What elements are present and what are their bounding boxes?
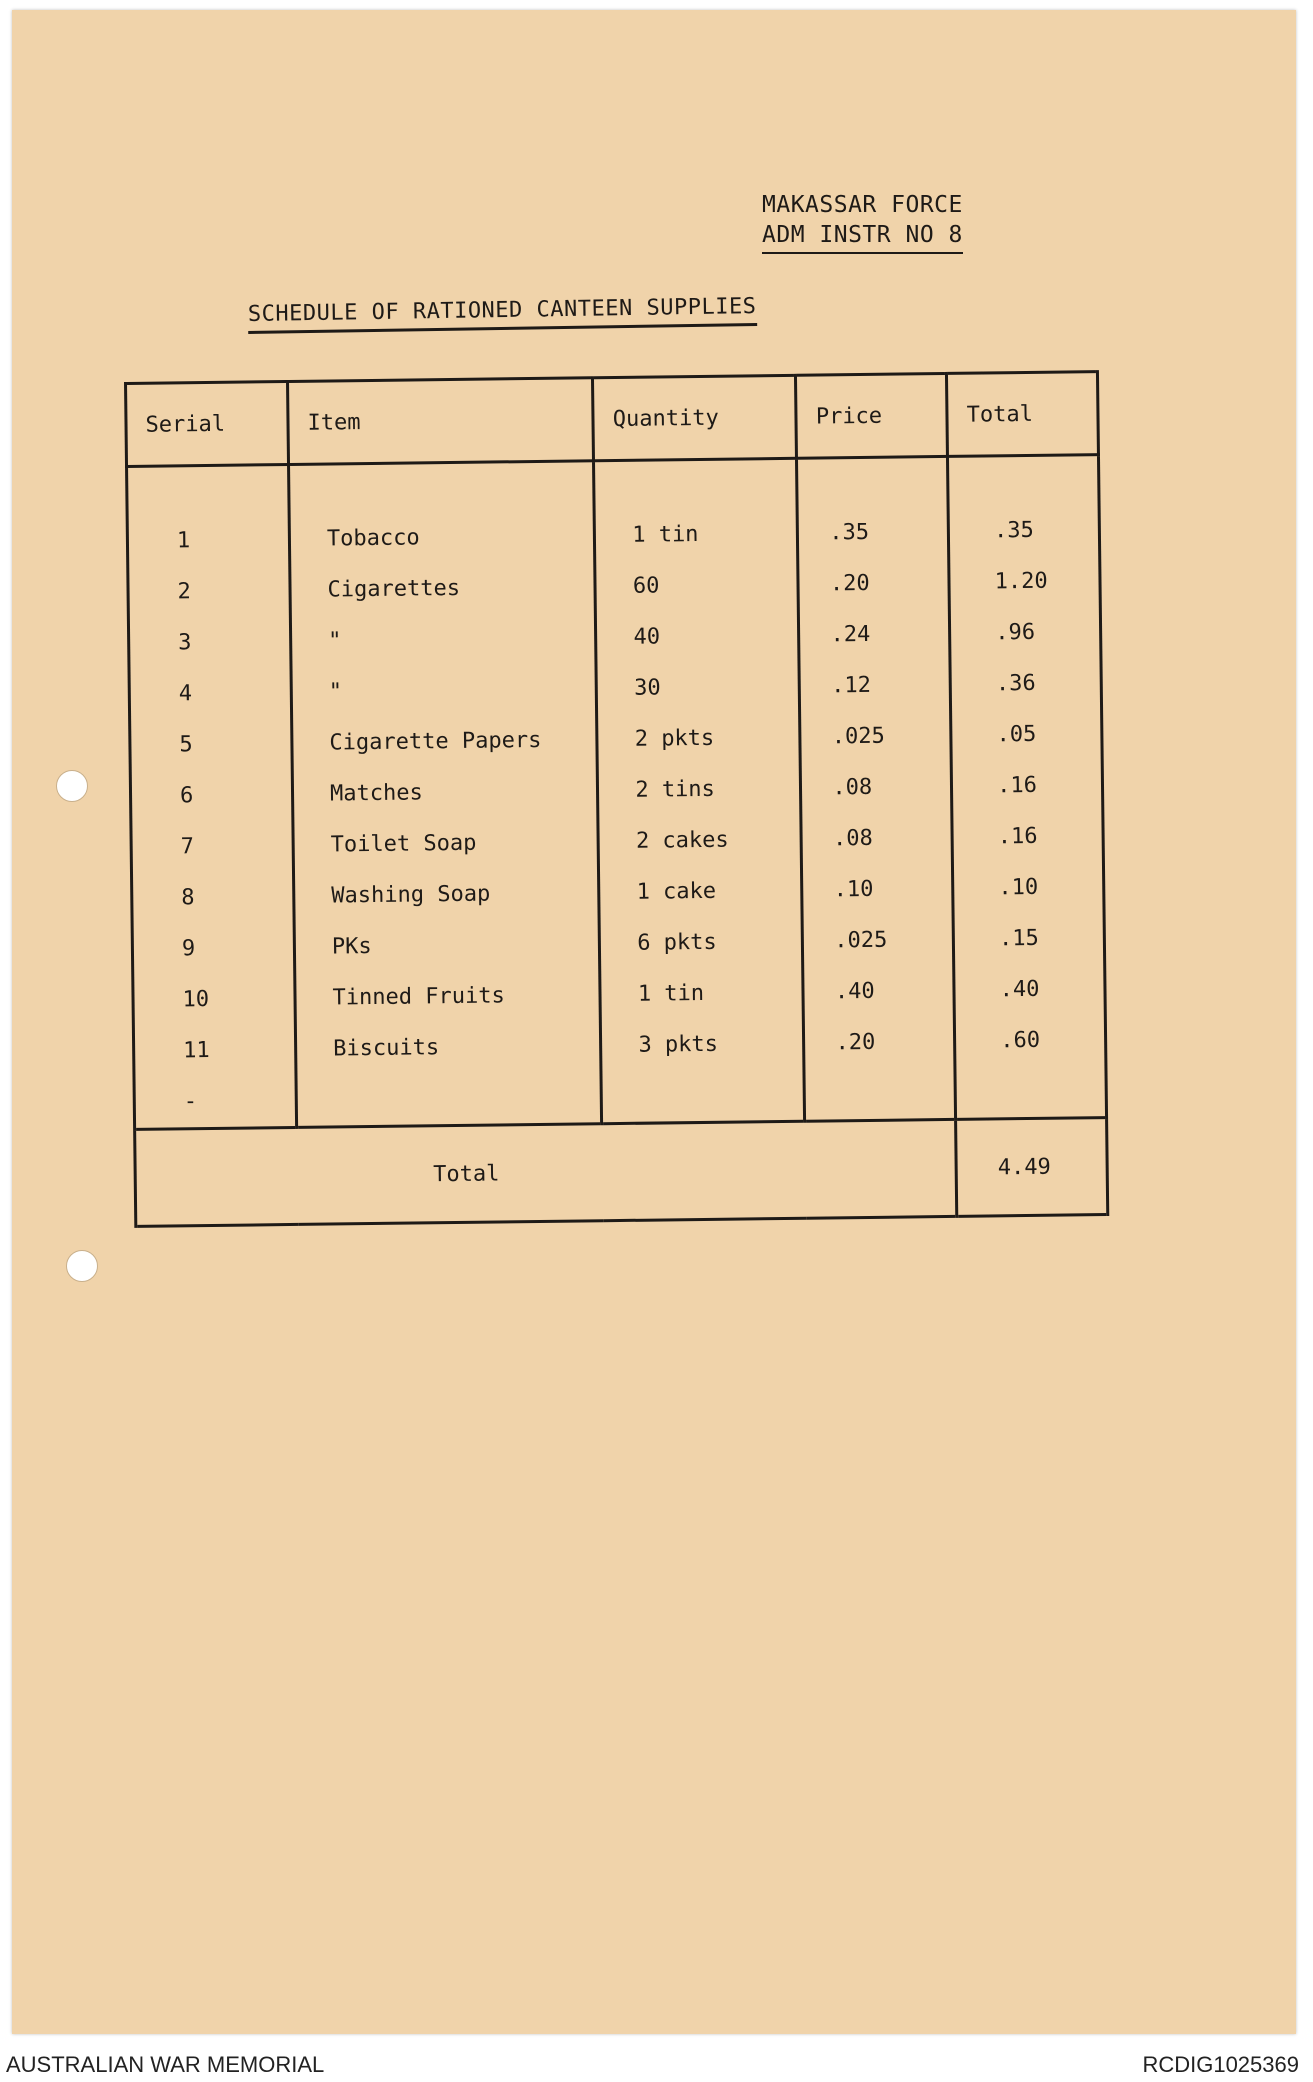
- serial-list: [128, 466, 295, 1128]
- price-cell: .24: [830, 621, 871, 648]
- serial-cell: 7: [180, 834, 195, 860]
- quantity-cell: 2 cakes: [635, 827, 729, 854]
- document-reference: [762, 190, 963, 254]
- price-cell: .10: [833, 876, 874, 903]
- price-cell: .025: [834, 927, 888, 954]
- price-cell: .08: [832, 825, 873, 852]
- header-total: Total: [947, 372, 1099, 457]
- punch-hole: [56, 770, 88, 802]
- item-cell: Matches: [329, 780, 423, 807]
- serial-column: [127, 464, 297, 1129]
- table-header-row: [126, 372, 1099, 467]
- total-list: [949, 456, 1105, 1118]
- price-list: [798, 458, 954, 1120]
- serial-cell: 5: [179, 732, 193, 758]
- total-cell: .40: [999, 976, 1040, 1003]
- price-cell: .40: [834, 978, 875, 1005]
- serial-cell: 9: [181, 936, 196, 962]
- serial-cell: 11: [183, 1038, 210, 1064]
- quantity-cell: 6 pkts: [637, 929, 717, 956]
- document-title: SCHEDULE OF RATIONED CANTEEN SUPPLIES: [248, 294, 757, 334]
- header-quantity: Quantity: [593, 375, 797, 460]
- serial-cell: 8: [181, 885, 195, 911]
- grand-total-label: Total: [135, 1119, 957, 1226]
- quantity-cell: 1 cake: [636, 878, 717, 905]
- total-cell: .10: [998, 874, 1039, 901]
- quantity-cell: 2 tins: [635, 776, 716, 803]
- serial-cell: -: [183, 1089, 198, 1115]
- quantity-cell: 1 tin: [637, 980, 705, 1007]
- serial-cell: 4: [178, 681, 193, 707]
- total-column: [948, 455, 1107, 1120]
- item-cell: Tobacco: [326, 525, 420, 552]
- item-list: [290, 462, 600, 1126]
- total-cell: [957, 1065, 1105, 1118]
- document-page: [12, 10, 1296, 2034]
- item-cell: Washing Soap: [331, 881, 491, 909]
- serial-cell: 1: [176, 528, 191, 554]
- quantity-cell: 1 tin: [632, 521, 699, 548]
- grand-total-value: 4.49: [956, 1118, 1108, 1217]
- price-cell: .20: [835, 1029, 876, 1056]
- total-cell: .96: [995, 619, 1036, 646]
- price-cell: .35: [829, 519, 870, 546]
- total-cell: .15: [998, 925, 1039, 952]
- item-cell: [298, 1071, 601, 1126]
- item-cell: Toilet Soap: [330, 830, 477, 858]
- price-cell: .08: [832, 774, 873, 801]
- grand-total-row: [135, 1118, 1108, 1227]
- quantity-cell: 30: [633, 675, 661, 701]
- item-cell: Tinned Fruits: [332, 983, 505, 1011]
- header-item: Item: [288, 378, 594, 465]
- item-column: [289, 461, 602, 1128]
- price-cell: .025: [831, 723, 885, 750]
- item-cell: ": [328, 628, 342, 654]
- archive-id: RCDIG1025369: [1142, 2052, 1299, 2077]
- quantity-cell: [603, 1069, 804, 1122]
- quantity-cell: 2 pkts: [634, 725, 715, 752]
- total-cell: .05: [996, 721, 1037, 748]
- price-column: [797, 456, 956, 1121]
- serial-cell: 6: [179, 783, 194, 809]
- total-cell: 1.20: [994, 568, 1048, 595]
- item-cell: Biscuits: [333, 1035, 440, 1062]
- item-cell: ": [328, 679, 343, 705]
- quantity-column: [594, 458, 805, 1123]
- header-price: Price: [796, 373, 948, 458]
- reference-line-2: ADM INSTR NO 8: [762, 220, 963, 254]
- quantity-cell: 3 pkts: [638, 1031, 719, 1058]
- serial-cell: 10: [182, 987, 210, 1013]
- quantity-list: [595, 460, 803, 1122]
- item-cell: Cigarette Papers: [329, 727, 542, 756]
- quantity-cell: 60: [632, 573, 660, 599]
- supplies-table: [124, 370, 1109, 1228]
- price-cell: .20: [829, 570, 870, 597]
- item-cell: Cigarettes: [327, 575, 461, 603]
- price-cell: [806, 1067, 954, 1120]
- serial-cell: 3: [178, 630, 192, 656]
- header-serial: Serial: [126, 382, 289, 467]
- total-cell: .16: [997, 772, 1038, 799]
- price-cell: .12: [831, 672, 872, 699]
- archive-footer: [0, 2044, 1313, 2082]
- supplies-table-wrapper: [124, 370, 1109, 1212]
- serial-cell: 2: [177, 579, 191, 605]
- archive-name: AUSTRALIAN WAR MEMORIAL: [6, 2052, 325, 2077]
- punch-hole: [66, 1250, 98, 1282]
- total-cell: .35: [993, 517, 1034, 544]
- quantity-cell: 40: [633, 624, 661, 650]
- total-cell: .36: [995, 670, 1036, 697]
- reference-line-1: MAKASSAR FORCE: [762, 192, 963, 218]
- total-cell: .16: [997, 823, 1038, 850]
- item-cell: PKs: [331, 934, 372, 960]
- table-body-row: [127, 455, 1107, 1130]
- total-cell: .60: [1000, 1027, 1041, 1054]
